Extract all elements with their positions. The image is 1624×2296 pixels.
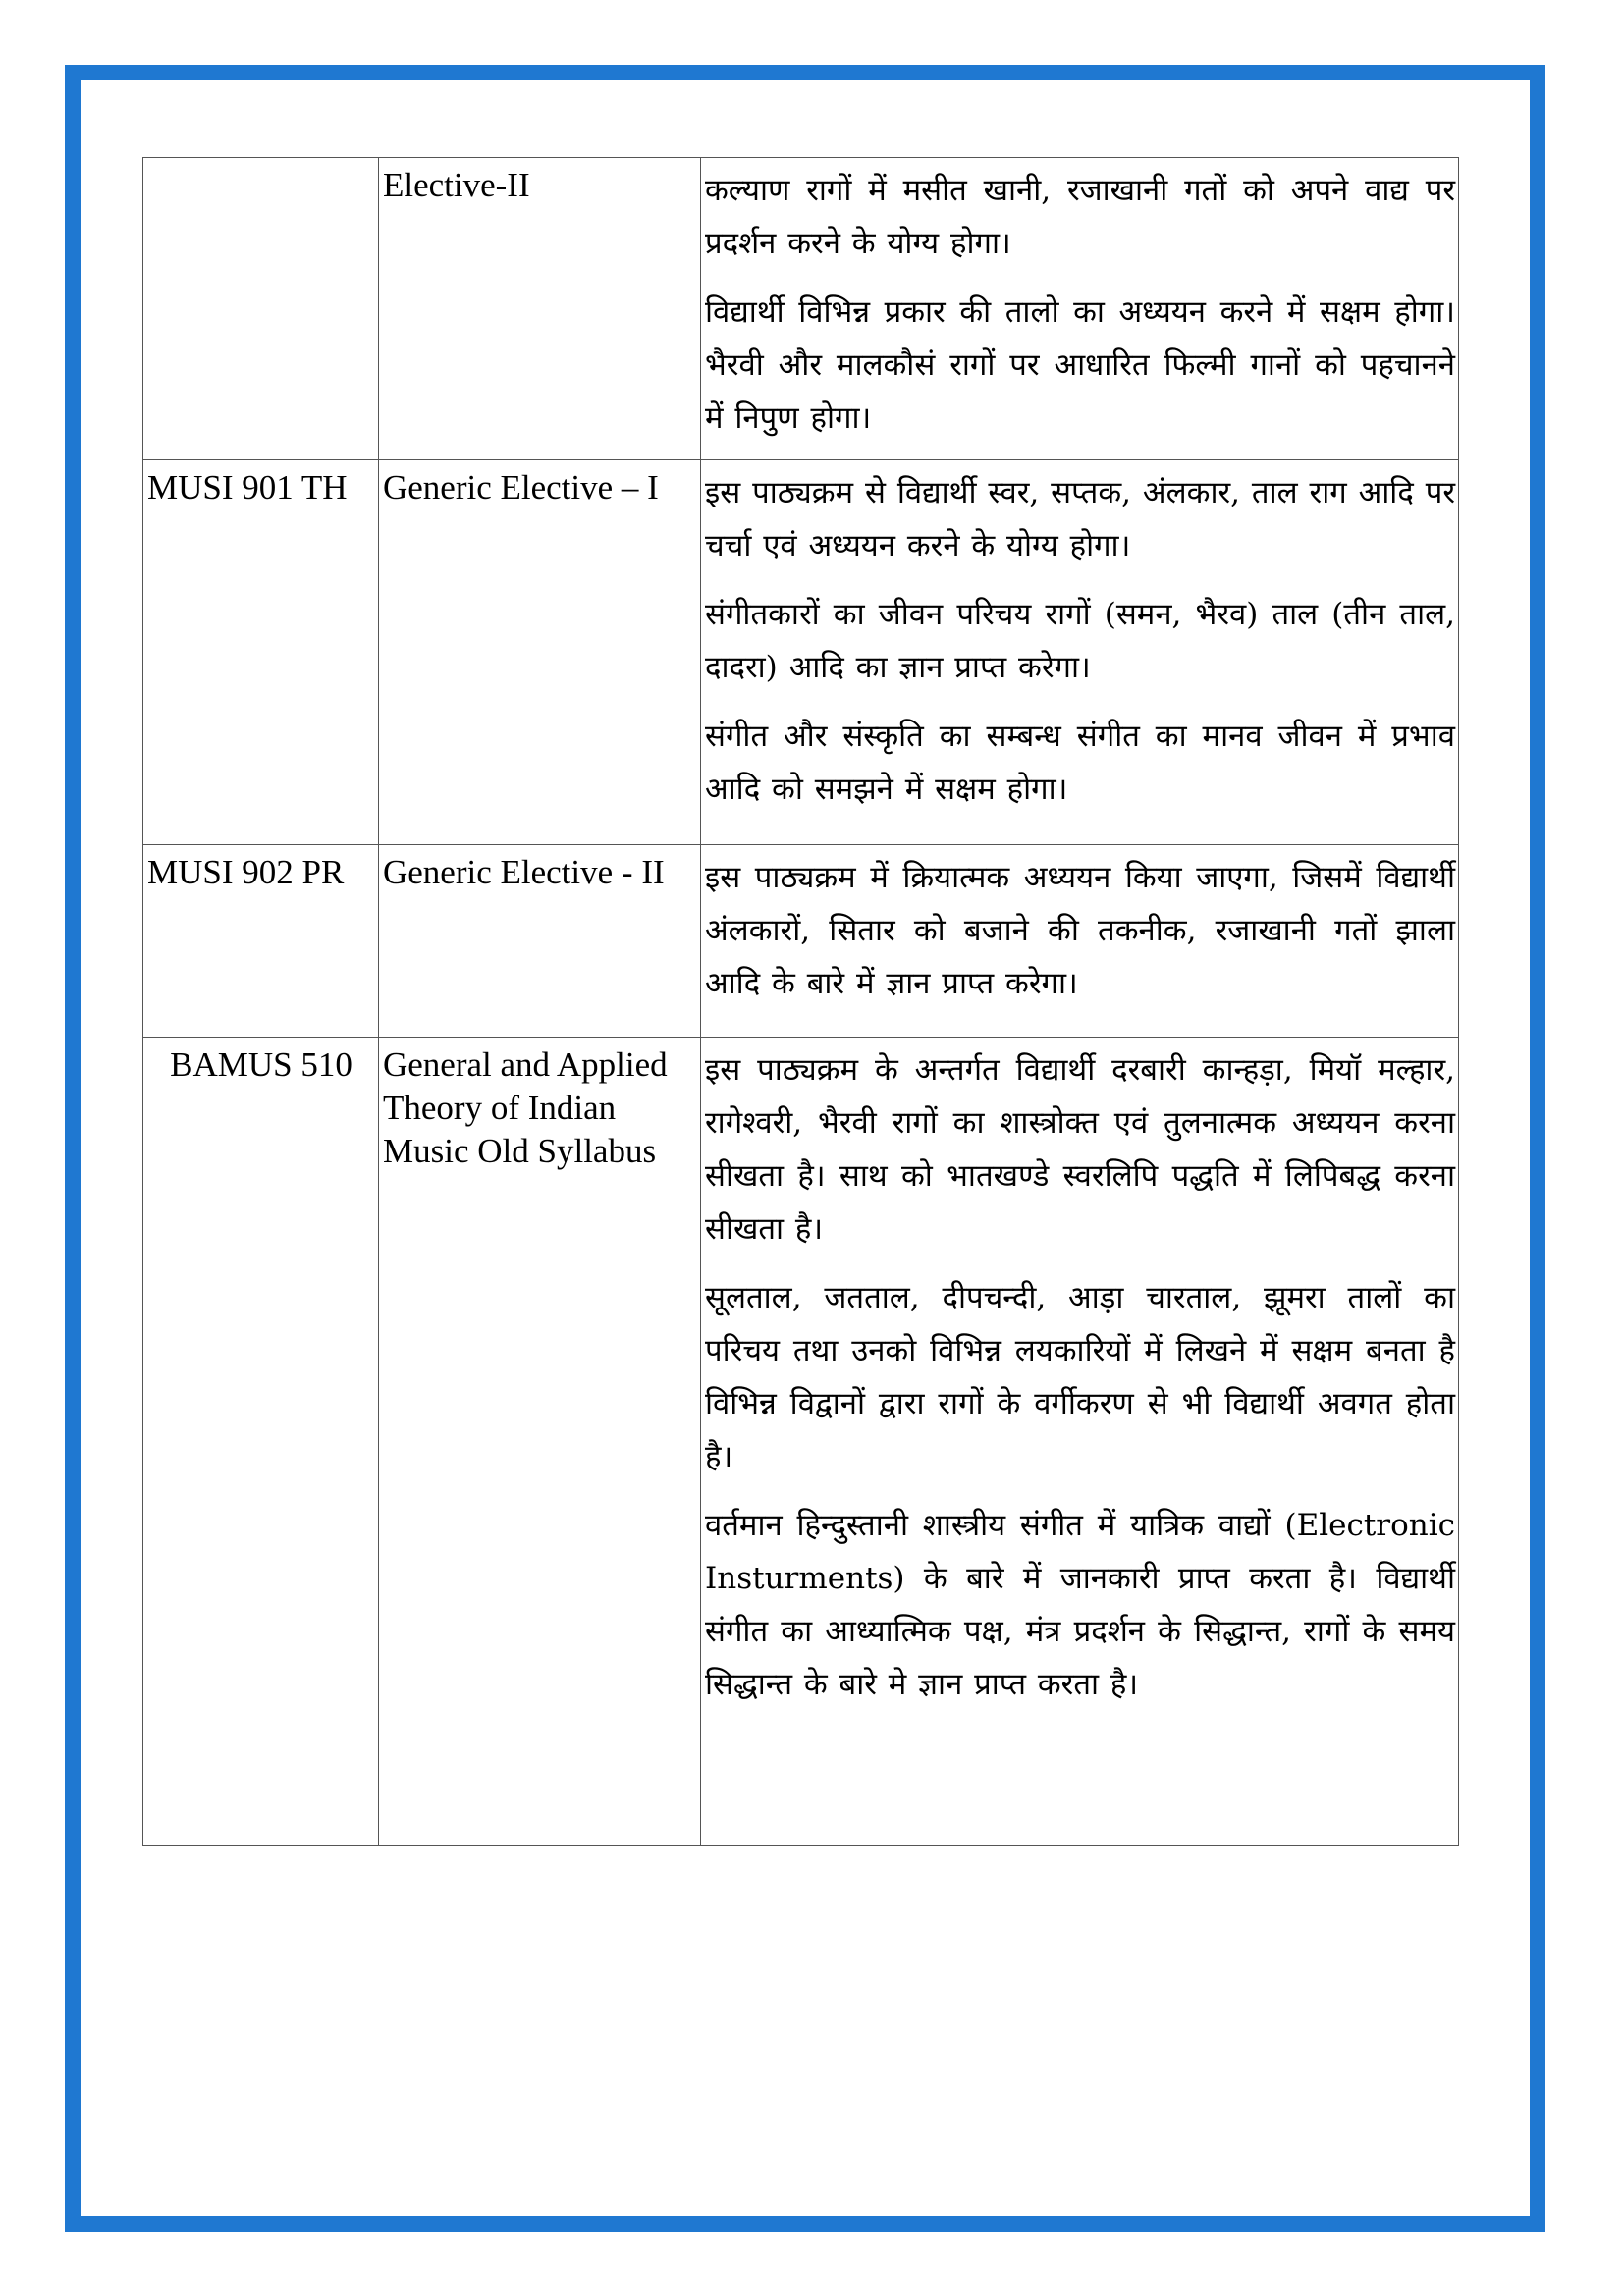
table-row xyxy=(143,845,1459,1038)
course-name-cell: Generic Elective – I xyxy=(379,460,701,845)
table-row xyxy=(143,1038,1459,1846)
course-code-cell: BAMUS 510 xyxy=(143,1038,379,1846)
table-row xyxy=(143,158,1459,460)
course-outcome-cell xyxy=(701,158,1459,460)
course-code-cell: MUSI 902 PR xyxy=(143,845,379,1038)
outcome-paragraph: इस पाठ्यक्रम से विद्यार्थी स्वर, सप्तक, अंलकार, ताल राग आदि पर चर्चा एवं अध्ययन करने के योग्य होगा। xyxy=(705,475,1455,563)
course-code-cell: MUSI 901 TH xyxy=(143,460,379,845)
course-outcome-cell xyxy=(701,460,1459,845)
outcome-paragraph: इस पाठ्यक्रम में क्रियात्मक अध्ययन किया जाएगा, जिसमें विद्यार्थी अंलकारों, सितार को बजाने की तकनीक, रजाखानी गतों झाला आदि के बारे में ज्ञान प्राप्त करेगा। xyxy=(705,860,1455,1001)
outcome-paragraph: संगीतकारों का जीवन परिचय रागों (समन, भैरव) ताल (तीन ताल, दादरा) आदि का ज्ञान प्राप्त करेगा। xyxy=(705,597,1455,685)
outcome-paragraph: कल्याण रागों में मसीत खानी, रजाखानी गतों को अपने वाद्य पर प्रदर्शन करने के योग्य होगा। xyxy=(705,173,1455,261)
syllabus-table xyxy=(142,157,1459,1846)
outcome-paragraph: संगीत और संस्कृति का सम्बन्ध संगीत का मानव जीवन में प्रभाव आदि को समझने में सक्षम होगा। xyxy=(705,719,1455,807)
outcome-paragraph: सूलताल, जतताल, दीपचन्दी, आड़ा चारताल, झूमरा तालों का परिचय तथा उनको विभिन्न लयकारियों में लिखने में सक्षम बनता है विभिन्न विद्वानों द्वारा रागों के वर्गीकरण से भी विद्यार्थी अवगत होता है। xyxy=(705,1280,1455,1474)
table-row xyxy=(143,460,1459,845)
outcome-paragraph: विद्यार्थी विभिन्न प्रकार की तालो का अध्ययन करने में सक्षम होगा। भैरवी और मालकौसं रागों पर आधारित फिल्मी गानों को पहचानने में निपुण होगा। xyxy=(705,294,1455,436)
course-name-cell: General and Applied Theory of Indian Music Old Syllabus xyxy=(379,1038,701,1846)
course-outcome-cell xyxy=(701,1038,1459,1846)
course-outcome-cell xyxy=(701,845,1459,1038)
course-name-cell: Elective-II xyxy=(379,158,701,460)
outcome-paragraph: इस पाठ्यक्रम के अन्तर्गत विद्यार्थी दरबारी कान्हड़ा, मियॉ मल्हार, रागेश्वरी, भैरवी रागों का शास्त्रोक्त एवं तुलनात्मक अध्ययन करना सीखता है। साथ को भातखण्डे स्वरलिपि पद्धति में लिपिबद्ध करना सीखता है। xyxy=(705,1052,1455,1247)
course-code-cell xyxy=(143,158,379,460)
outcome-paragraph: वर्तमान हिन्दुस्तानी शास्त्रीय संगीत में यात्रिक वाद्यों (Electronic Insturments) के बारे में जानकारी प्राप्त करता है। विद्यार्थी संगीत का आध्यात्मिक पक्ष, मंत्र प्रदर्शन के सिद्धान्त, रागों के समय सिद्धान्त के बारे मे ज्ञान प्राप्त करता है। xyxy=(705,1508,1455,1702)
course-name-cell: Generic Elective - II xyxy=(379,845,701,1038)
